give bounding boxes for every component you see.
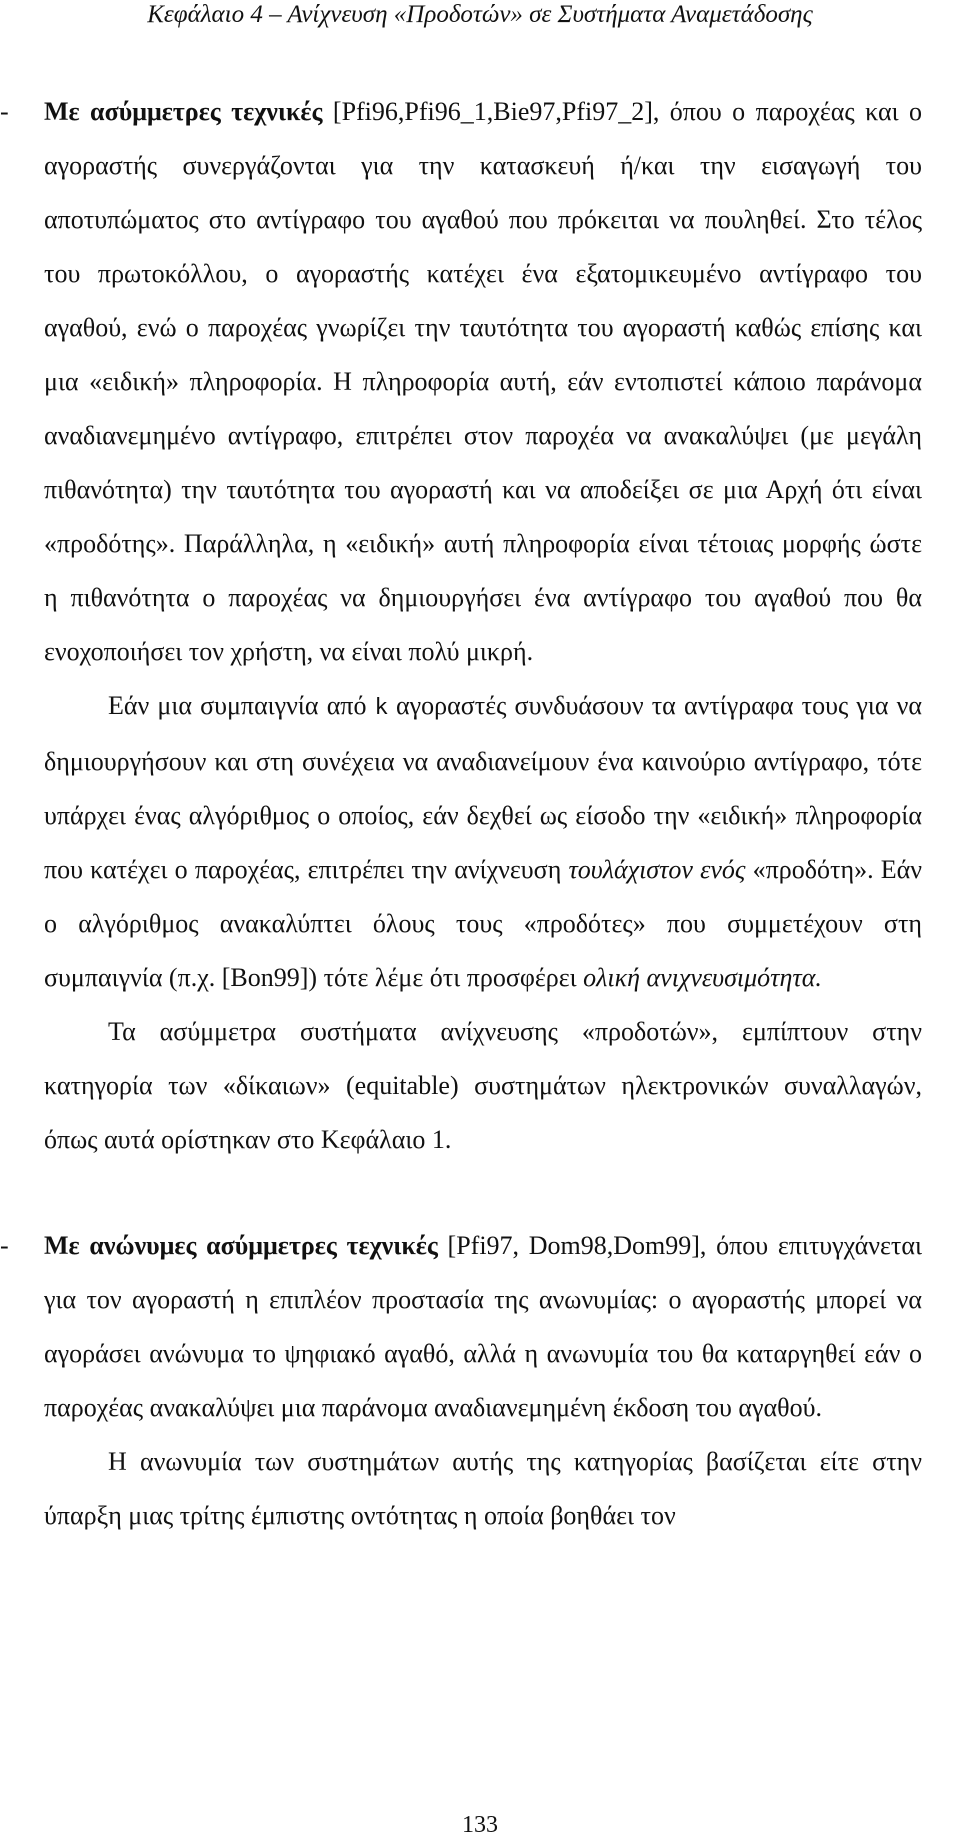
- paragraph-anonymity: Η ανωνυμία των συστημάτων αυτής της κατηγορίας βασίζεται είτε στην ύπαρξη μιας τρίτης έμπιστης οντότητας η οποία βοηθάει τον: [44, 1447, 922, 1530]
- running-header: Κεφάλαιο 4 – Ανίχνευση «Προδοτών» σε Συστήματα Αναμετάδοσης: [147, 1, 813, 28]
- bullet-dash: -: [0, 1231, 9, 1260]
- bullet-text: [Pfi97, Dom98,Dom99], όπου επιτυγχάνεται για τον αγοραστή η επιπλέον προστασία της ανωνυμίας: ο αγοραστής μπορεί να αγοράσει ανώνυμα το ψηφιακό αγαθό, αλλά η ανωνυμία του θα καταργηθεί εάν ο παροχέας ανακαλύψει μια παράνομα αναδιανεμημένη έκδοση του αγαθού.: [44, 1231, 923, 1422]
- paragraph-text-start: Εάν μια συμπαιγνία από: [108, 691, 367, 720]
- page-number: 133: [462, 1812, 498, 1838]
- paragraph-text-continued: αγοραστές συνδυάσουν τα αντίγραφα τους για να δημιουργήσουν και στη συνέχεια να αναδιανείμουν ένα καινούριο αντίγραφο, τότε υπάρχει ένας αλγόριθμος ο οποίος, εάν δεχθεί ως είσοδο την «ειδική» πληροφορία που κατέχει ο παροχέας, επιτρέπει την ανίχνευση: [44, 691, 923, 884]
- bullet-lead: Με ανώνυμες ασύμμετρες τεχνικές: [44, 1231, 438, 1260]
- bullet-lead: Με ασύμμετρες τεχνικές: [44, 97, 323, 126]
- emphasis-at-least-one: τουλάχιστον ενός: [568, 855, 746, 884]
- bullet-text: [Pfi96,Pfi96_1,Bie97,Pfi97_2], όπου ο παροχέας και ο αγοραστής συνεργάζονται για την κατασκευή ή/και την εισαγωγή του αποτυπώματος στο αντίγραφο του αγαθού που πρόκειται να πουληθεί. Στο τέλος του πρωτοκόλλου, ο αγοραστής κατέχει ένα εξατομικευμένο αντίγραφο του αγαθού, ενώ ο παροχέας γνωρίζει την ταυτότητα του αγοραστή καθώς επίσης και μια «ειδική» πληροφορία. Η πληροφορία αυτή, εάν εντοπιστεί κάποιο παράνομα αναδιανεμημένο αντίγραφο, επιτρέπει στον παροχέα να ανακαλύψει (με μεγάλη πιθανότητα) την ταυτότητα του αγοραστή και να αποδείξει σε μια Αρχή ότι είναι «προδότης». Παράλληλα, η «ειδική» αυτή πληροφορία είναι τέτοιας μορφής ώστε η πιθανότητα ο παροχέας να δημιουργήσει ένα αντίγραφο του αγαθού που θα ενοχοποιήσει τον χρήστη, να είναι πολύ μικρή.: [44, 97, 923, 666]
- variable-k: k: [374, 695, 388, 720]
- emphasis-total-traceability: ολική ανιχνευσιμότητα.: [583, 963, 822, 992]
- bullet-body: [44, 85, 922, 679]
- paragraph-equitable-systems: Τα ασύμμετρα συστήματα ανίχνευσης «προδοτών», εμπίπτουν στην κατηγορία των «δίκαιων» (equitable) συστημάτων ηλεκτρονικών συναλλαγών, όπως αυτά ορίστηκαν στο Κεφάλαιο 1.: [44, 1017, 922, 1154]
- paragraph-collusion: [44, 679, 922, 1005]
- paragraph-text-middle: «προδότη». Εάν ο αλγόριθμος ανακαλύπτει όλους τους «προδότες» που συμμετέχουν στη συμπαιγνία (π.χ. [Bon99]) τότε λέμε ότι προσφέρει: [44, 855, 923, 992]
- bullet-body: [44, 1219, 922, 1435]
- bullet-dash: -: [0, 97, 9, 126]
- bullet-asymmetric-techniques: [0, 85, 923, 679]
- bullet-anonymous-asymmetric-techniques: [0, 1219, 923, 1435]
- section-gap: [44, 1167, 922, 1219]
- body-text: [0, 85, 923, 1543]
